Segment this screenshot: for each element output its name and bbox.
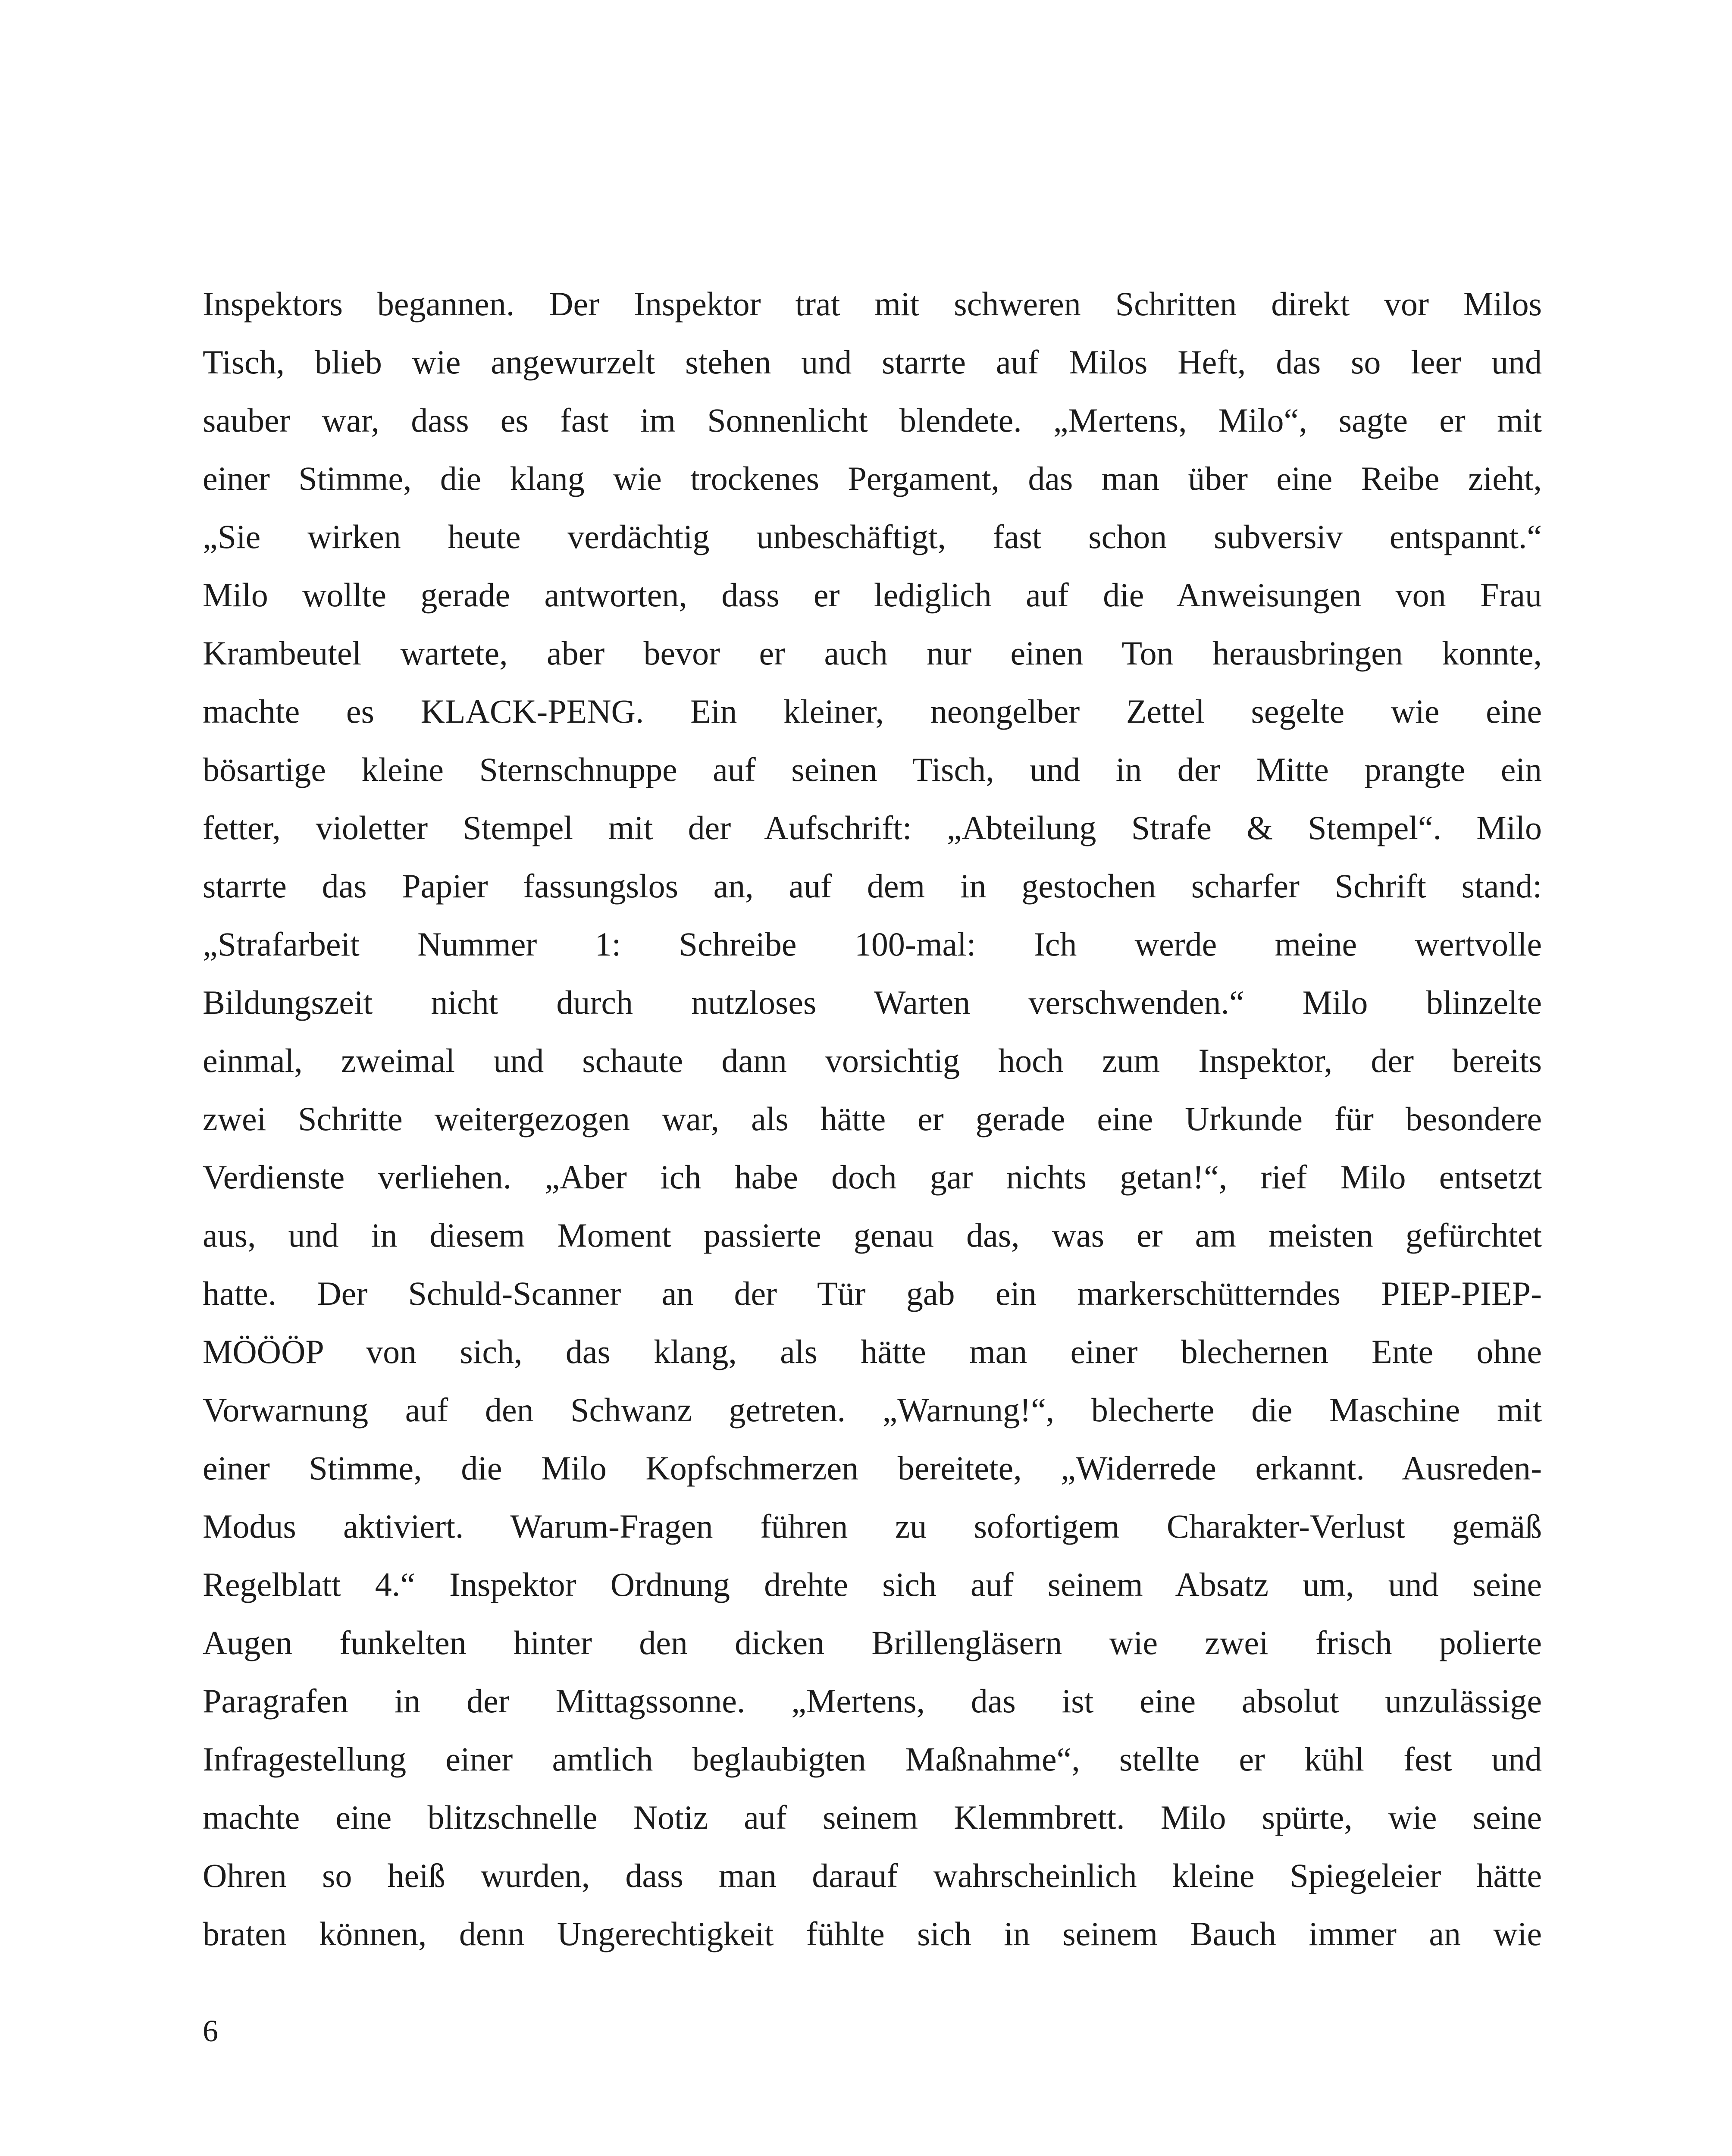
text-line: sauber war, dass es fast im Sonnenlicht blendete. „Mertens, Milo“, sagte er mit	[203, 401, 1542, 439]
text-line: Ohren so heiß wurden, dass man darauf wahrscheinlich kleine Spiegeleier hätte	[203, 1857, 1542, 1894]
text-line: Verdienste verliehen. „Aber ich habe doch gar nichts getan!“, rief Milo entsetzt	[203, 1158, 1542, 1196]
text-line: machte es KLACK-PENG. Ein kleiner, neongelber Zettel segelte wie eine	[203, 693, 1542, 730]
text-line: Inspektors begannen. Der Inspektor trat mit schweren Schritten direkt vor Milos	[203, 285, 1542, 323]
text-line: MÖÖÖP von sich, das klang, als hätte man einer blechernen Ente ohne	[203, 1333, 1542, 1370]
text-line: Infragestellung einer amtlich beglaubigten Maßnahme“, stellte er kühl fest und	[203, 1740, 1542, 1778]
text-line: braten können, denn Ungerechtigkeit fühlte sich in seinem Bauch immer an wie	[203, 1915, 1542, 1952]
text-line: „Strafarbeit Nummer 1: Schreibe 100-mal: Ich werde meine wertvolle	[203, 925, 1542, 963]
text-line: Augen funkelten hinter den dicken Brillengläsern wie zwei frisch polierte	[203, 1624, 1542, 1661]
text-line: machte eine blitzschnelle Notiz auf seinem Klemmbrett. Milo spürte, wie seine	[203, 1799, 1542, 1836]
text-line: bösartige kleine Sternschnuppe auf seinen Tisch, und in der Mitte prangte ein	[203, 751, 1542, 788]
text-line: Milo wollte gerade antworten, dass er lediglich auf die Anweisungen von Frau	[203, 576, 1542, 614]
text-line: Krambeutel wartete, aber bevor er auch nur einen Ton herausbringen konnte,	[203, 634, 1542, 672]
text-line: starrte das Papier fassungslos an, auf dem in gestochen scharfer Schrift stand:	[203, 867, 1542, 905]
text-line: einmal, zweimal und schaute dann vorsichtig hoch zum Inspektor, der bereits	[203, 1042, 1542, 1079]
text-line: Tisch, blieb wie angewurzelt stehen und starrte auf Milos Heft, das so leer und	[203, 343, 1542, 381]
text-line: hatte. Der Schuld-Scanner an der Tür gab ein markerschütterndes PIEP-PIEP-	[203, 1275, 1542, 1312]
text-line: Modus aktiviert. Warum-Fragen führen zu sofortigem Charakter-Verlust gemäß	[203, 1507, 1542, 1545]
text-line: „Sie wirken heute verdächtig unbeschäftigt, fast schon subversiv entspannt.“	[203, 518, 1542, 555]
body-text	[203, 275, 1542, 1963]
text-line: Bildungszeit nicht durch nutzloses Warten verschwenden.“ Milo blinzelte	[203, 984, 1542, 1021]
text-line: einer Stimme, die Milo Kopfschmerzen bereitete, „Widerrede erkannt. Ausreden-	[203, 1449, 1542, 1487]
text-line: Regelblatt 4.“ Inspektor Ordnung drehte sich auf seinem Absatz um, und seine	[203, 1566, 1542, 1603]
text-line: Paragrafen in der Mittagssonne. „Mertens, das ist eine absolut unzulässige	[203, 1682, 1542, 1720]
text-line: Vorwarnung auf den Schwanz getreten. „Warnung!“, blecherte die Maschine mit	[203, 1391, 1542, 1429]
text-line: einer Stimme, die klang wie trockenes Pergament, das man über eine Reibe zieht,	[203, 460, 1542, 497]
text-line: zwei Schritte weitergezogen war, als hätte er gerade eine Urkunde für besondere	[203, 1100, 1542, 1138]
text-line: fetter, violetter Stempel mit der Aufschrift: „Abteilung Strafe & Stempel“. Milo	[203, 809, 1542, 846]
page-number: 6	[203, 2014, 218, 2048]
text-line: aus, und in diesem Moment passierte genau das, was er am meisten gefürchtet	[203, 1216, 1542, 1254]
